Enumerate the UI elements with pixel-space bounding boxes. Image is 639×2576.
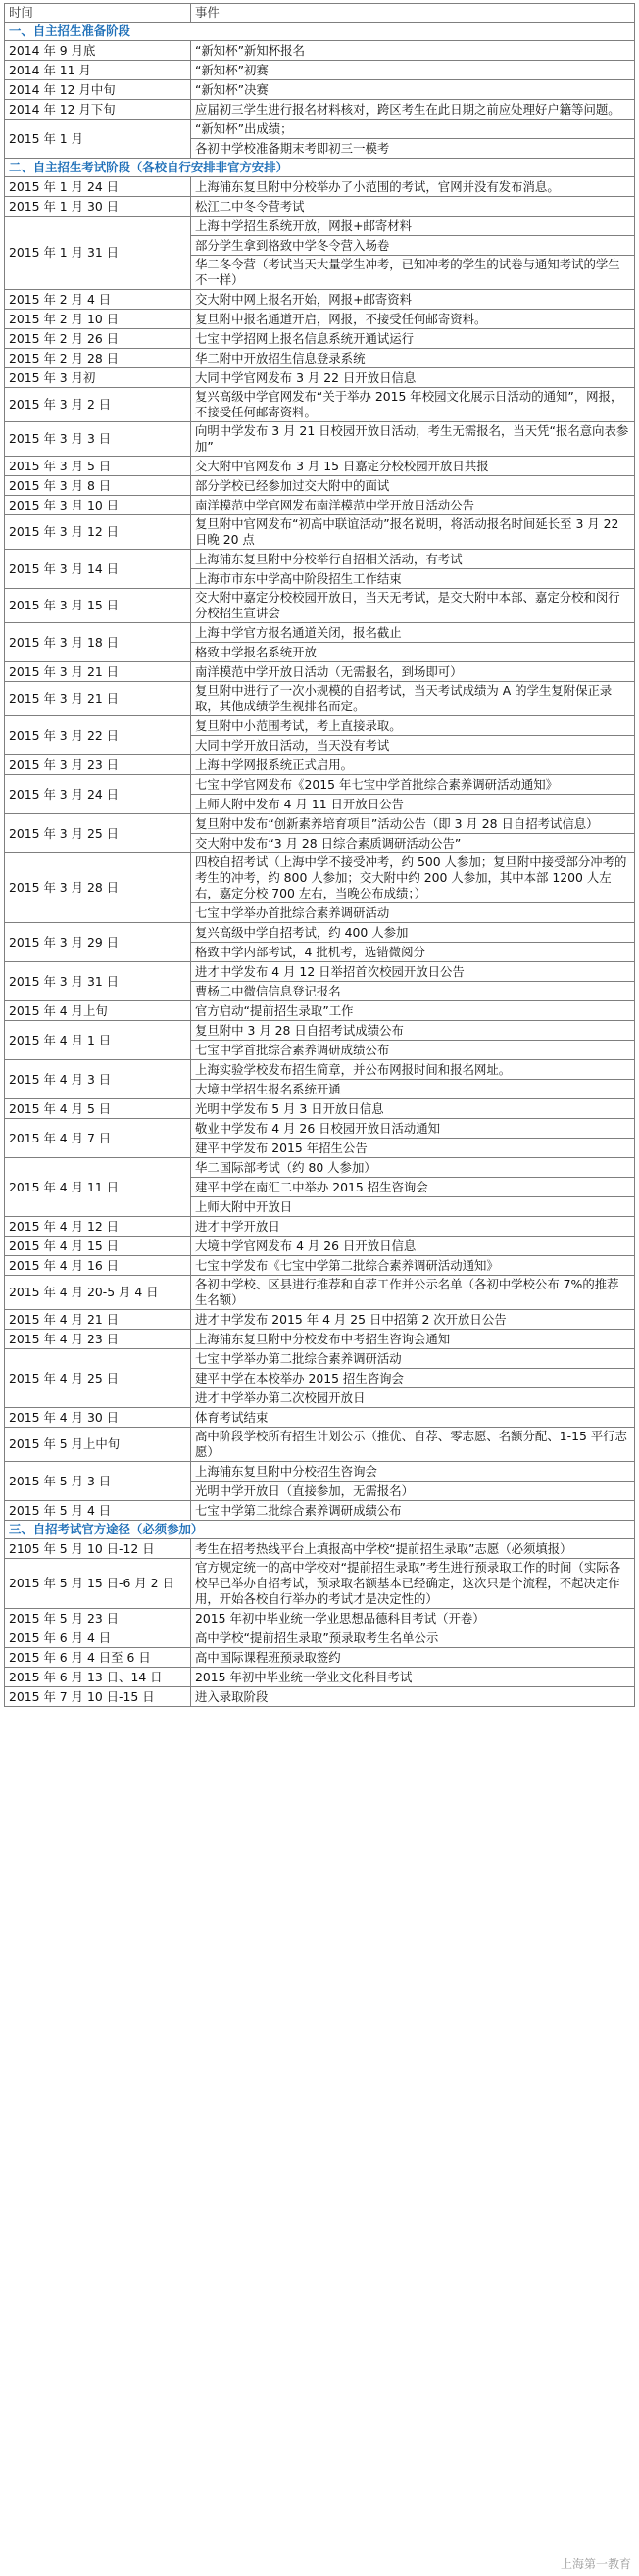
table-row: [5, 755, 635, 775]
date-cell: 2015 年 4 月 5 日: [5, 1099, 191, 1119]
event-cell: 进才中学举办第二次校园开放日: [191, 1388, 635, 1408]
date-cell: 2015 年 6 月 13 日、14 日: [5, 1668, 191, 1687]
event-cell: 上海市市东中学高中阶段招生工作结束: [191, 569, 635, 589]
event-cell: 高中学校“提前招生录取”预录取考生名单公示: [191, 1628, 635, 1648]
date-cell: 2015 年 3 月 3 日: [5, 422, 191, 457]
event-cell: 七宝中学首批综合素养调研成绩公布: [191, 1041, 635, 1060]
event-cell: 交大附中网上报名开始，网报+邮寄资料: [191, 290, 635, 310]
event-cell: 七宝中学发布《七宝中学第二批综合素养调研活动通知》: [191, 1256, 635, 1276]
table-row: [5, 457, 635, 476]
event-cell: 七宝中学举办第二批综合素养调研活动: [191, 1349, 635, 1369]
date-cell: 2015 年 3 月 24 日: [5, 775, 191, 814]
event-cell: 南洋模范中学官网发布南洋模范中学开放日活动公告: [191, 496, 635, 515]
date-cell: 2015 年 3 月 21 日: [5, 682, 191, 716]
date-cell: 2015 年 4 月 7 日: [5, 1119, 191, 1158]
date-cell: 2015 年 5 月 23 日: [5, 1609, 191, 1628]
event-cell: 部分学校已经参加过交大附中的面试: [191, 476, 635, 496]
date-cell: 2014 年 11 月: [5, 61, 191, 80]
table-row: [5, 388, 635, 422]
date-cell: 2015 年 3 月 5 日: [5, 457, 191, 476]
table-row: [5, 814, 635, 834]
event-cell: 华二国际部考试（约 80 人参加）: [191, 1158, 635, 1178]
date-cell: 2015 年 4 月 11 日: [5, 1158, 191, 1217]
event-cell: 进才中学开放日: [191, 1217, 635, 1237]
table-row: [5, 775, 635, 795]
event-cell: 应届初三学生进行报名材料核对，跨区考生在此日期之前应处理好户籍等问题。: [191, 100, 635, 120]
event-cell: 七宝中学第二批综合素养调研成绩公布: [191, 1501, 635, 1521]
header-time: 时间: [5, 4, 191, 23]
date-cell: 2015 年 5 月上中旬: [5, 1428, 191, 1462]
table-row: [5, 1119, 635, 1139]
table-row: [5, 1158, 635, 1178]
schedule-table: [4, 3, 635, 1707]
event-cell: 复兴高级中学自招考试，约 400 人参加: [191, 923, 635, 943]
date-cell: 2014 年 9 月底: [5, 41, 191, 61]
date-cell: 2015 年 3 月 10 日: [5, 496, 191, 515]
table-row: [5, 1668, 635, 1687]
table-row: [5, 1349, 635, 1369]
event-cell: “新知杯”决赛: [191, 80, 635, 100]
event-cell: 2015 年初中毕业统一学业文化科目考试: [191, 1668, 635, 1687]
table-body: [5, 23, 635, 1707]
date-cell: 2015 年 3 月 21 日: [5, 662, 191, 682]
date-cell: 2015 年 4 月 25 日: [5, 1349, 191, 1408]
table-row: [5, 853, 635, 903]
event-cell: 格致中学内部考试，4 批机考，选错微阅分: [191, 943, 635, 962]
event-cell: 敬业中学发布 4 月 26 日校园开放日活动通知: [191, 1119, 635, 1139]
date-cell: 2015 年 4 月 23 日: [5, 1330, 191, 1349]
event-cell: 各初中学校准备期末考即初三一模考: [191, 139, 635, 159]
event-cell: 光明中学开放日（直接参加，无需报名）: [191, 1482, 635, 1501]
table-row: [5, 923, 635, 943]
table-row: [5, 1462, 635, 1482]
table-row: [5, 120, 635, 139]
date-cell: 2015 年 5 月 4 日: [5, 1501, 191, 1521]
event-cell: 华二附中开放招生信息登录系统: [191, 349, 635, 368]
event-cell: 部分学生拿到格致中学冬令营入场卷: [191, 236, 635, 256]
table-row: [5, 1428, 635, 1462]
date-cell: 2015 年 3 月 31 日: [5, 962, 191, 1001]
table-row: [5, 1060, 635, 1080]
table-row: [5, 1256, 635, 1276]
event-cell: 华二冬令营（考试当天大量学生冲考，已知冲考的学生的试卷与通知考试的学生不一样）: [191, 256, 635, 290]
event-cell: 七宝中学官网发布《2015 年七宝中学首批综合素养调研活动通知》: [191, 775, 635, 795]
table-row: [5, 310, 635, 329]
event-cell: 七宝中学招网上报名信息系统开通试运行: [191, 329, 635, 349]
event-cell: 向明中学发布 3 月 21 日校园开放日活动，考生无需报名，当天凭“报名意向表参加”: [191, 422, 635, 457]
date-cell: 2015 年 5 月 15 日-6 月 2 日: [5, 1559, 191, 1609]
table-row: [5, 100, 635, 120]
table-row: [5, 623, 635, 643]
date-cell: 2015 年 4 月 21 日: [5, 1310, 191, 1330]
event-cell: 进入录取阶段: [191, 1687, 635, 1707]
date-cell: 2015 年 2 月 28 日: [5, 349, 191, 368]
event-cell: 交大附中嘉定分校校园开放日，当天无考试，是交大附中本部、嘉定分校和闵行分校招生宣讲会: [191, 589, 635, 623]
date-cell: 2015 年 2 月 26 日: [5, 329, 191, 349]
table-row: [5, 1559, 635, 1609]
event-cell: 建平中学在南汇二中举办 2015 招生咨询会: [191, 1178, 635, 1197]
date-cell: 2015 年 6 月 4 日: [5, 1628, 191, 1648]
date-cell: 2015 年 5 月 3 日: [5, 1462, 191, 1501]
event-cell: 上海浦东复旦附中分校招生咨询会: [191, 1462, 635, 1482]
event-cell: 考生在招考热线平台上填报高中学校“提前招生录取”志愿（必须填报）: [191, 1539, 635, 1559]
event-cell: 上海中学网报系统正式启用。: [191, 755, 635, 775]
section-header-row: [5, 23, 635, 41]
date-cell: 2015 年 4 月 30 日: [5, 1408, 191, 1428]
section-title: 三、自招考试官方途径（必须参加）: [5, 1521, 635, 1539]
header-event: 事件: [191, 4, 635, 23]
date-cell: 2015 年 3 月 2 日: [5, 388, 191, 422]
date-cell: 2015 年 3 月 29 日: [5, 923, 191, 962]
date-cell: 2015 年 3 月 14 日: [5, 550, 191, 589]
date-cell: 2014 年 12 月下旬: [5, 100, 191, 120]
event-cell: “新知杯”初赛: [191, 61, 635, 80]
event-cell: 上海浦东复旦附中分校举行自招相关活动，有考试: [191, 550, 635, 569]
event-cell: 复旦附中进行了一次小规模的自招考试，当天考试成绩为 A 的学生复附保正录取，其他成绩学生视排名而定。: [191, 682, 635, 716]
date-cell: 2015 年 1 月: [5, 120, 191, 159]
table-row: [5, 217, 635, 236]
table-row: [5, 962, 635, 982]
date-cell: 2015 年 1 月 30 日: [5, 197, 191, 217]
event-cell: “新知杯”新知杯报名: [191, 41, 635, 61]
date-cell: 2015 年 4 月上旬: [5, 1001, 191, 1021]
table-row: [5, 1237, 635, 1256]
table-row: [5, 329, 635, 349]
event-cell: 交大附中发布“3 月 28 日综合素质调研活动公告”: [191, 834, 635, 853]
table-row: [5, 1330, 635, 1349]
event-cell: 上海中学官方报名通道关闭，报名截止: [191, 623, 635, 643]
table-row: [5, 682, 635, 716]
table-row: [5, 515, 635, 550]
table-row: [5, 1408, 635, 1428]
date-cell: 2015 年 6 月 4 日至 6 日: [5, 1648, 191, 1668]
table-row: [5, 290, 635, 310]
event-cell: 复兴高级中学官网发布“关于举办 2015 年校园文化展示日活动的通知”，网报，不接受任何邮寄资料。: [191, 388, 635, 422]
table-row: [5, 662, 635, 682]
event-cell: 上海实验学校发布招生简章，并公布网报时间和报名网址。: [191, 1060, 635, 1080]
date-cell: 2015 年 3 月 18 日: [5, 623, 191, 662]
event-cell: 高中国际课程班预录取签约: [191, 1648, 635, 1668]
watermark-text: 上海第一教育: [560, 2557, 631, 2571]
table-row: [5, 41, 635, 61]
table-row: [5, 1276, 635, 1310]
event-cell: 大同中学官网发布 3 月 22 日开放日信息: [191, 368, 635, 388]
date-cell: 2015 年 3 月 15 日: [5, 589, 191, 623]
event-cell: 复旦附中报名通道开启，网报，不接受任何邮寄资料。: [191, 310, 635, 329]
event-cell: 大境中学招生报名系统开通: [191, 1080, 635, 1099]
event-cell: “新知杯”出成绩；: [191, 120, 635, 139]
event-cell: 复旦附中发布“创新素养培育项目”活动公告（即 3 月 28 日自招考试信息）: [191, 814, 635, 834]
table-row: [5, 1310, 635, 1330]
table-row: [5, 1001, 635, 1021]
table-row: [5, 80, 635, 100]
date-cell: 2015 年 3 月初: [5, 368, 191, 388]
event-cell: 七宝中学举办首批综合素养调研活动: [191, 903, 635, 923]
event-cell: 2015 年初中毕业统一学业思想品德科目考试（开卷）: [191, 1609, 635, 1628]
section-title: 一、自主招生准备阶段: [5, 23, 635, 41]
event-cell: 建平中学在本校举办 2015 招生咨询会: [191, 1369, 635, 1388]
event-cell: 进才中学发布 4 月 12 日举招首次校园开放日公告: [191, 962, 635, 982]
date-cell: 2015 年 4 月 20-5 月 4 日: [5, 1276, 191, 1310]
table-row: [5, 1501, 635, 1521]
event-cell: 上海浦东复旦附中分校举办了小范围的考试，官网并没有发布消息。: [191, 177, 635, 197]
event-cell: 各初中学校、区县进行推荐和自荐工作并公示名单（各初中学校公布 7%的推荐生名额）: [191, 1276, 635, 1310]
date-cell: 2015 年 3 月 22 日: [5, 716, 191, 755]
table-row: [5, 476, 635, 496]
date-cell: 2015 年 3 月 23 日: [5, 755, 191, 775]
date-cell: 2015 年 3 月 25 日: [5, 814, 191, 853]
event-cell: 上海浦东复旦附中分校发布中考招生咨询会通知: [191, 1330, 635, 1349]
event-cell: 进才中学发布 2015 年 4 月 25 日中招第 2 次开放日公告: [191, 1310, 635, 1330]
event-cell: 大同中学开放日活动，当天没有考试: [191, 736, 635, 755]
table-row: [5, 1648, 635, 1668]
date-cell: 2015 年 1 月 31 日: [5, 217, 191, 290]
date-cell: 2015 年 4 月 3 日: [5, 1060, 191, 1099]
event-cell: 官方启动“提前招生录取”工作: [191, 1001, 635, 1021]
event-cell: 南洋模范中学开放日活动（无需报名，到场即可）: [191, 662, 635, 682]
table-row: [5, 1099, 635, 1119]
section-header-row: [5, 1521, 635, 1539]
table-row: [5, 1687, 635, 1707]
event-cell: 曹杨二中微信信息登记报名: [191, 982, 635, 1001]
table-row: [5, 1609, 635, 1628]
table-row: [5, 1628, 635, 1648]
event-cell: 官方规定统一的高中学校对“提前招生录取”考生进行预录取工作的时间（实际各校早已举办自招考试，预录取名额基本已经确定，这次只是个流程，不起决定作用，开始各校自行举办的考试才是决定性的）: [191, 1559, 635, 1609]
event-cell: 上海中学招生系统开放，网报+邮寄材料: [191, 217, 635, 236]
event-cell: 建平中学发布 2015 年招生公告: [191, 1139, 635, 1158]
table-row: [5, 1021, 635, 1041]
event-cell: 体育考试结束: [191, 1408, 635, 1428]
event-cell: 松江二中冬令营考试: [191, 197, 635, 217]
table-row: [5, 496, 635, 515]
event-cell: 光明中学发布 5 月 3 日开放日信息: [191, 1099, 635, 1119]
date-cell: 2015 年 4 月 15 日: [5, 1237, 191, 1256]
event-cell: 交大附中官网发布 3 月 15 日嘉定分校校园开放日共报: [191, 457, 635, 476]
table-row: [5, 61, 635, 80]
event-cell: 格致中学报名系统开放: [191, 643, 635, 662]
date-cell: 2015 年 4 月 16 日: [5, 1256, 191, 1276]
section-title: 二、自主招生考试阶段（各校自行安排非官方安排）: [5, 159, 635, 177]
date-cell: 2015 年 1 月 24 日: [5, 177, 191, 197]
table-row: [5, 349, 635, 368]
date-cell: 2015 年 3 月 12 日: [5, 515, 191, 550]
event-cell: 复旦附中 3 月 28 日自招考试成绩公布: [191, 1021, 635, 1041]
table-row: [5, 1539, 635, 1559]
date-cell: 2015 年 2 月 10 日: [5, 310, 191, 329]
event-cell: 四校自招考试（上海中学不接受冲考，约 500 人参加；复旦附中接受部分冲考的考生的冲考，约 800 人参加；交大附中约 200 人参加，其中本部 1200 人左右，嘉定分校 700 左右，当晚公布成绩；）: [191, 853, 635, 903]
table-row: [5, 716, 635, 736]
table-row: [5, 177, 635, 197]
event-cell: 上师大附中发布 4 月 11 日开放日公告: [191, 795, 635, 814]
date-cell: 2015 年 3 月 28 日: [5, 853, 191, 923]
event-cell: 大境中学官网发布 4 月 26 日开放日信息: [191, 1237, 635, 1256]
event-cell: 复旦附中小范围考试，考上直接录取。: [191, 716, 635, 736]
event-cell: 上师大附中开放日: [191, 1197, 635, 1217]
date-cell: 2014 年 12 月中旬: [5, 80, 191, 100]
date-cell: 2015 年 2 月 4 日: [5, 290, 191, 310]
event-cell: 复旦附中官网发布“初高中联谊活动”报名说明，将活动报名时间延长至 3 月 22 日晚 20 点: [191, 515, 635, 550]
table-row: [5, 368, 635, 388]
date-cell: 2015 年 4 月 12 日: [5, 1217, 191, 1237]
date-cell: 2105 年 5 月 10 日-12 日: [5, 1539, 191, 1559]
table-row: [5, 197, 635, 217]
section-header-row: [5, 159, 635, 177]
schedule-document: [4, 3, 635, 1707]
table-row: [5, 422, 635, 457]
date-cell: 2015 年 3 月 8 日: [5, 476, 191, 496]
table-header-row: [5, 4, 635, 23]
date-cell: 2015 年 7 月 10 日-15 日: [5, 1687, 191, 1707]
date-cell: 2015 年 4 月 1 日: [5, 1021, 191, 1060]
table-row: [5, 550, 635, 569]
table-row: [5, 589, 635, 623]
table-row: [5, 1217, 635, 1237]
event-cell: 高中阶段学校所有招生计划公示（推优、自荐、零志愿、名额分配、1-15 平行志愿）: [191, 1428, 635, 1462]
